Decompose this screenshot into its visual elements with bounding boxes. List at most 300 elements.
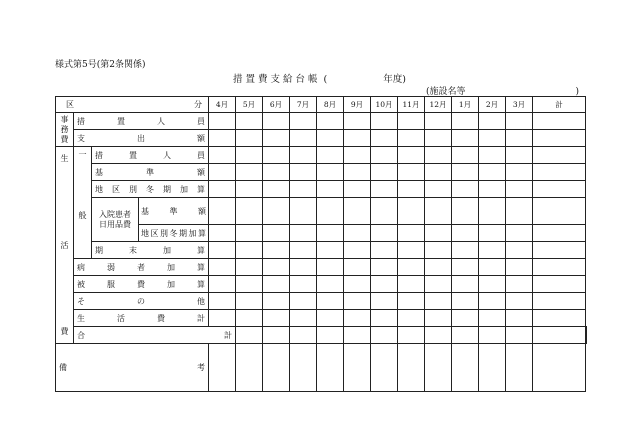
amount-cell[interactable] <box>236 259 263 276</box>
amount-cell[interactable] <box>533 276 586 293</box>
amount-cell[interactable] <box>371 293 398 310</box>
amount-cell[interactable] <box>344 293 371 310</box>
row-label-cell <box>92 242 209 259</box>
form-number-label: 様式第5号(第2条関係) <box>55 60 146 70</box>
label-char: 期 <box>179 228 187 238</box>
remarks-cell[interactable] <box>452 344 479 392</box>
label-char: 基 <box>95 167 103 177</box>
label-char: 基 <box>141 206 149 216</box>
table-row <box>56 293 587 310</box>
row-label-cell <box>74 276 209 293</box>
row-label-cell <box>92 164 209 181</box>
amount-cell[interactable] <box>425 130 452 147</box>
amount-cell[interactable] <box>506 225 533 242</box>
label-line: 入院患者 <box>99 209 131 219</box>
amount-cell[interactable] <box>290 198 317 225</box>
header-row <box>56 97 587 113</box>
amount-cell[interactable] <box>398 327 425 344</box>
label-char: 加 <box>188 228 197 238</box>
amount-cell[interactable] <box>398 130 425 147</box>
amount-cell[interactable] <box>263 181 290 198</box>
amount-cell[interactable] <box>317 259 344 276</box>
amount-cell[interactable] <box>452 113 479 130</box>
amount-cell[interactable] <box>398 147 425 164</box>
label-char: 算 <box>197 262 205 272</box>
amount-cell[interactable] <box>209 293 236 310</box>
table-row <box>56 147 587 164</box>
amount-cell[interactable] <box>479 130 506 147</box>
amount-cell[interactable] <box>398 242 425 259</box>
label-char: 務 <box>60 124 69 134</box>
label-char: 費 <box>137 279 145 289</box>
living-headcount-label <box>92 150 208 161</box>
section-living-label <box>56 147 73 343</box>
amount-cell[interactable] <box>290 181 317 198</box>
label-char: 活 <box>60 240 69 250</box>
living-standard-label <box>92 167 208 178</box>
amount-cell[interactable] <box>344 147 371 164</box>
remarks-cell[interactable] <box>371 344 398 392</box>
amount-cell[interactable] <box>533 130 586 147</box>
amount-cell[interactable] <box>506 276 533 293</box>
amount-cell[interactable] <box>425 164 452 181</box>
amount-cell[interactable] <box>533 327 586 344</box>
facility-label: (施設名等 <box>426 87 466 97</box>
amount-cell[interactable] <box>263 293 290 310</box>
amount-cell[interactable] <box>425 147 452 164</box>
label-char: 地 <box>95 184 103 194</box>
header-month: 5月 <box>236 97 263 113</box>
amount-cell[interactable] <box>398 113 425 130</box>
amount-cell[interactable] <box>371 181 398 198</box>
amount-cell[interactable] <box>209 259 236 276</box>
amount-cell[interactable] <box>452 276 479 293</box>
label-char: 人 <box>163 150 171 160</box>
label-char: 費 <box>157 313 165 323</box>
inpatient-standard-label <box>139 206 208 217</box>
amount-cell[interactable] <box>236 113 263 130</box>
amount-cell[interactable] <box>371 242 398 259</box>
amount-cell[interactable] <box>290 327 317 344</box>
remarks-cell[interactable] <box>398 344 425 392</box>
label-char: 般 <box>78 211 87 220</box>
header-category <box>56 97 209 113</box>
row-label-cell <box>74 310 209 327</box>
label-char: 加 <box>167 279 175 289</box>
row-label-cell <box>74 113 209 130</box>
amount-cell[interactable] <box>506 242 533 259</box>
subsection-general-label <box>74 147 91 227</box>
amount-cell[interactable] <box>425 113 452 130</box>
amount-cell[interactable] <box>263 198 290 225</box>
label-char: 加 <box>167 262 175 272</box>
amount-cell[interactable] <box>371 310 398 327</box>
amount-cell[interactable] <box>506 293 533 310</box>
label-char: そ <box>77 296 85 306</box>
amount-cell[interactable] <box>371 164 398 181</box>
header-month: 8月 <box>317 97 344 113</box>
amount-cell[interactable] <box>479 242 506 259</box>
label-char: 算 <box>197 279 205 289</box>
amount-cell[interactable] <box>371 225 398 242</box>
amount-cell[interactable] <box>479 310 506 327</box>
header-month: 2月 <box>479 97 506 113</box>
amount-cell[interactable] <box>398 276 425 293</box>
amount-cell[interactable] <box>317 113 344 130</box>
amount-cell[interactable] <box>236 130 263 147</box>
amount-cell[interactable] <box>236 181 263 198</box>
amount-cell[interactable] <box>209 181 236 198</box>
amount-cell[interactable] <box>317 130 344 147</box>
amount-cell[interactable] <box>425 327 452 344</box>
label-char: 者 <box>137 262 145 272</box>
amount-cell[interactable] <box>506 147 533 164</box>
amount-cell[interactable] <box>533 198 586 225</box>
row-label-cell <box>74 130 209 147</box>
amount-cell[interactable] <box>479 259 506 276</box>
amount-cell[interactable] <box>398 310 425 327</box>
header-month: 11月 <box>398 97 425 113</box>
amount-cell[interactable] <box>290 113 317 130</box>
amount-cell[interactable] <box>479 164 506 181</box>
amount-cell[interactable] <box>398 181 425 198</box>
header-category-left: 区 <box>66 100 74 109</box>
label-char: 算 <box>198 228 206 238</box>
row-label-cell <box>74 293 209 310</box>
amount-cell[interactable] <box>263 130 290 147</box>
table-row <box>56 276 587 293</box>
amount-cell[interactable] <box>344 242 371 259</box>
clothing-label <box>74 279 208 290</box>
amount-cell[interactable] <box>452 164 479 181</box>
amount-cell[interactable] <box>317 276 344 293</box>
amount-cell[interactable] <box>479 181 506 198</box>
amount-cell[interactable] <box>506 164 533 181</box>
amount-cell[interactable] <box>236 310 263 327</box>
label-char: 措 <box>95 150 103 160</box>
amount-cell[interactable] <box>344 130 371 147</box>
amount-cell[interactable] <box>506 310 533 327</box>
row-label-cell <box>92 181 209 198</box>
label-char: 加 <box>180 184 188 194</box>
header-month: 10月 <box>371 97 398 113</box>
amount-cell[interactable] <box>425 276 452 293</box>
amount-cell[interactable] <box>398 225 425 242</box>
label-char: の <box>137 296 145 306</box>
title-main: 措置費支給台帳 <box>233 74 321 85</box>
header-month: 6月 <box>263 97 290 113</box>
remarks-cell[interactable] <box>533 344 586 392</box>
amount-cell[interactable] <box>263 225 290 242</box>
amount-cell[interactable] <box>236 164 263 181</box>
amount-cell[interactable] <box>425 259 452 276</box>
amount-cell[interactable] <box>263 310 290 327</box>
label-char: 額 <box>197 133 205 143</box>
label-char: 算 <box>197 184 205 194</box>
remarks-cell[interactable] <box>317 344 344 392</box>
amount-cell[interactable] <box>425 242 452 259</box>
remarks-label-cell <box>56 344 209 392</box>
amount-cell[interactable] <box>506 130 533 147</box>
amount-cell[interactable] <box>290 276 317 293</box>
table-row <box>56 181 587 198</box>
amount-cell[interactable] <box>586 327 587 344</box>
subsection-general <box>74 147 92 259</box>
amount-cell[interactable] <box>236 147 263 164</box>
table-row <box>56 344 587 392</box>
amount-cell[interactable] <box>452 225 479 242</box>
amount-cell[interactable] <box>317 181 344 198</box>
label-char: 活 <box>117 313 125 323</box>
label-char: 額 <box>198 206 206 216</box>
table-row <box>56 130 587 147</box>
amount-cell[interactable] <box>371 327 398 344</box>
amount-cell[interactable] <box>533 147 586 164</box>
remarks-cell[interactable] <box>506 344 533 392</box>
label-char: 人 <box>157 116 165 126</box>
table-row <box>56 113 587 130</box>
amount-cell[interactable] <box>236 198 263 225</box>
header-month: 1月 <box>452 97 479 113</box>
amount-cell[interactable] <box>479 276 506 293</box>
amount-cell[interactable] <box>533 164 586 181</box>
table-row <box>56 310 587 327</box>
label-char: 費 <box>60 134 69 144</box>
title-year-suffix: 年度) <box>383 74 406 85</box>
amount-cell[interactable] <box>317 164 344 181</box>
remarks-cell[interactable] <box>263 344 290 392</box>
label-char: 費 <box>60 327 69 336</box>
amount-cell[interactable] <box>371 130 398 147</box>
label-char: 区 <box>112 184 120 194</box>
amount-cell[interactable] <box>263 164 290 181</box>
amount-cell[interactable] <box>506 181 533 198</box>
amount-cell[interactable] <box>344 259 371 276</box>
amount-cell[interactable] <box>317 147 344 164</box>
remarks-cell[interactable] <box>209 344 236 392</box>
amount-cell[interactable] <box>344 164 371 181</box>
label-char: 冬 <box>146 184 154 194</box>
amount-cell[interactable] <box>209 310 236 327</box>
label-char: 別 <box>129 184 137 194</box>
amount-cell[interactable] <box>452 259 479 276</box>
grand-total-label-cell <box>74 327 236 344</box>
table-row <box>56 164 587 181</box>
amount-cell[interactable] <box>533 113 586 130</box>
amount-cell[interactable] <box>344 276 371 293</box>
label-char: 弱 <box>107 262 115 272</box>
year-end-label <box>92 245 208 256</box>
amount-cell[interactable] <box>209 147 236 164</box>
amount-cell[interactable] <box>290 259 317 276</box>
row-label-cell <box>92 147 209 164</box>
amount-cell[interactable] <box>344 198 371 225</box>
label-char: 区 <box>150 228 159 238</box>
section-office <box>56 113 74 147</box>
amount-cell[interactable] <box>533 181 586 198</box>
label-char: 員 <box>197 150 205 160</box>
amount-cell[interactable] <box>209 130 236 147</box>
amount-cell[interactable] <box>344 181 371 198</box>
label-char: 額 <box>197 167 205 177</box>
header-total: 計 <box>533 97 586 113</box>
amount-cell[interactable] <box>452 310 479 327</box>
amount-cell[interactable] <box>209 225 236 242</box>
facility-close-paren: ) <box>575 87 580 97</box>
amount-cell[interactable] <box>344 327 371 344</box>
amount-cell[interactable] <box>371 147 398 164</box>
amount-cell[interactable] <box>398 259 425 276</box>
amount-cell[interactable] <box>263 242 290 259</box>
header-month: 12月 <box>425 97 452 113</box>
amount-cell[interactable] <box>263 259 290 276</box>
ledger-table <box>55 96 587 392</box>
label-char: 他 <box>197 296 205 306</box>
header-month: 9月 <box>344 97 371 113</box>
amount-cell[interactable] <box>479 198 506 225</box>
label-char: 生 <box>77 313 85 323</box>
amount-cell[interactable] <box>209 198 236 225</box>
amount-cell[interactable] <box>452 147 479 164</box>
label-char: 被 <box>77 279 85 289</box>
header-month: 3月 <box>506 97 533 113</box>
amount-cell[interactable] <box>452 293 479 310</box>
amount-cell[interactable] <box>452 181 479 198</box>
amount-cell[interactable] <box>479 225 506 242</box>
amount-cell[interactable] <box>236 327 263 344</box>
remarks-cell[interactable] <box>290 344 317 392</box>
amount-cell[interactable] <box>344 225 371 242</box>
remarks-cell[interactable] <box>236 344 263 392</box>
amount-cell[interactable] <box>506 259 533 276</box>
amount-cell[interactable] <box>425 181 452 198</box>
amount-cell[interactable] <box>209 113 236 130</box>
ledger-title <box>233 71 406 85</box>
amount-cell[interactable] <box>263 327 290 344</box>
living-total-label <box>74 313 208 324</box>
amount-cell[interactable] <box>479 147 506 164</box>
amount-cell[interactable] <box>533 310 586 327</box>
grand-total-left: 合 <box>77 330 85 340</box>
amount-cell[interactable] <box>398 164 425 181</box>
amount-cell[interactable] <box>263 276 290 293</box>
amount-cell[interactable] <box>290 293 317 310</box>
amount-cell[interactable] <box>506 113 533 130</box>
amount-cell[interactable] <box>371 276 398 293</box>
amount-cell[interactable] <box>209 242 236 259</box>
amount-cell[interactable] <box>290 147 317 164</box>
amount-cell[interactable] <box>263 147 290 164</box>
amount-cell[interactable] <box>425 198 452 225</box>
amount-cell[interactable] <box>425 293 452 310</box>
amount-cell[interactable] <box>452 198 479 225</box>
row-label-cell <box>139 225 209 242</box>
amount-cell[interactable] <box>317 293 344 310</box>
amount-cell[interactable] <box>425 225 452 242</box>
amount-cell[interactable] <box>371 113 398 130</box>
amount-cell[interactable] <box>506 327 533 344</box>
label-char: 病 <box>77 262 85 272</box>
label-char: 計 <box>197 313 205 323</box>
inpatient-label-cell <box>92 198 139 242</box>
header-category-right: 分 <box>194 100 202 109</box>
amount-cell[interactable] <box>533 259 586 276</box>
label-char: 算 <box>197 245 205 255</box>
section-office-label <box>56 115 73 145</box>
amount-cell[interactable] <box>290 130 317 147</box>
amount-cell[interactable] <box>479 113 506 130</box>
amount-cell[interactable] <box>263 113 290 130</box>
amount-cell[interactable] <box>209 164 236 181</box>
amount-cell[interactable] <box>533 225 586 242</box>
amount-cell[interactable] <box>425 310 452 327</box>
amount-cell[interactable] <box>236 242 263 259</box>
remarks-cell[interactable] <box>479 344 506 392</box>
label-char: 末 <box>129 245 137 255</box>
label-char: 支 <box>77 133 85 143</box>
amount-cell[interactable] <box>452 242 479 259</box>
label-char: 事 <box>60 114 69 124</box>
remarks-cell[interactable] <box>344 344 371 392</box>
amount-cell[interactable] <box>209 276 236 293</box>
amount-cell[interactable] <box>506 198 533 225</box>
amount-cell[interactable] <box>290 310 317 327</box>
label-line: 日用品費 <box>99 219 131 229</box>
label-char: 期 <box>95 245 103 255</box>
amount-cell[interactable] <box>398 198 425 225</box>
table-row <box>56 327 587 344</box>
table-row <box>56 259 587 276</box>
amount-cell[interactable] <box>452 130 479 147</box>
amount-cell[interactable] <box>371 198 398 225</box>
amount-cell[interactable] <box>344 113 371 130</box>
title-open-paren: ( <box>323 74 328 85</box>
section-living <box>56 147 74 344</box>
amount-cell[interactable] <box>344 310 371 327</box>
header-month: 4月 <box>209 97 236 113</box>
amount-cell[interactable] <box>317 198 344 225</box>
office-headcount-label <box>74 116 208 127</box>
sickly-label <box>74 262 208 273</box>
amount-cell[interactable] <box>479 293 506 310</box>
amount-cell[interactable] <box>317 225 344 242</box>
remarks-right: 考 <box>197 363 205 372</box>
amount-cell[interactable] <box>533 242 586 259</box>
amount-cell[interactable] <box>452 327 479 344</box>
amount-cell[interactable] <box>317 242 344 259</box>
living-winter-label <box>92 184 208 195</box>
amount-cell[interactable] <box>317 310 344 327</box>
amount-cell[interactable] <box>290 242 317 259</box>
amount-cell[interactable] <box>290 164 317 181</box>
amount-cell[interactable] <box>398 293 425 310</box>
other-label <box>74 296 208 307</box>
amount-cell[interactable] <box>236 276 263 293</box>
remarks-left: 備 <box>59 363 67 372</box>
label-char: 冬 <box>169 228 178 238</box>
amount-cell[interactable] <box>371 259 398 276</box>
label-char: 置 <box>129 150 137 160</box>
amount-cell[interactable] <box>236 293 263 310</box>
amount-cell[interactable] <box>533 293 586 310</box>
amount-cell[interactable] <box>317 327 344 344</box>
remarks-cell[interactable] <box>425 344 452 392</box>
amount-cell[interactable] <box>290 225 317 242</box>
amount-cell[interactable] <box>479 327 506 344</box>
amount-cell[interactable] <box>236 225 263 242</box>
grand-total-right: 計 <box>224 330 232 340</box>
label-char: 加 <box>163 245 171 255</box>
